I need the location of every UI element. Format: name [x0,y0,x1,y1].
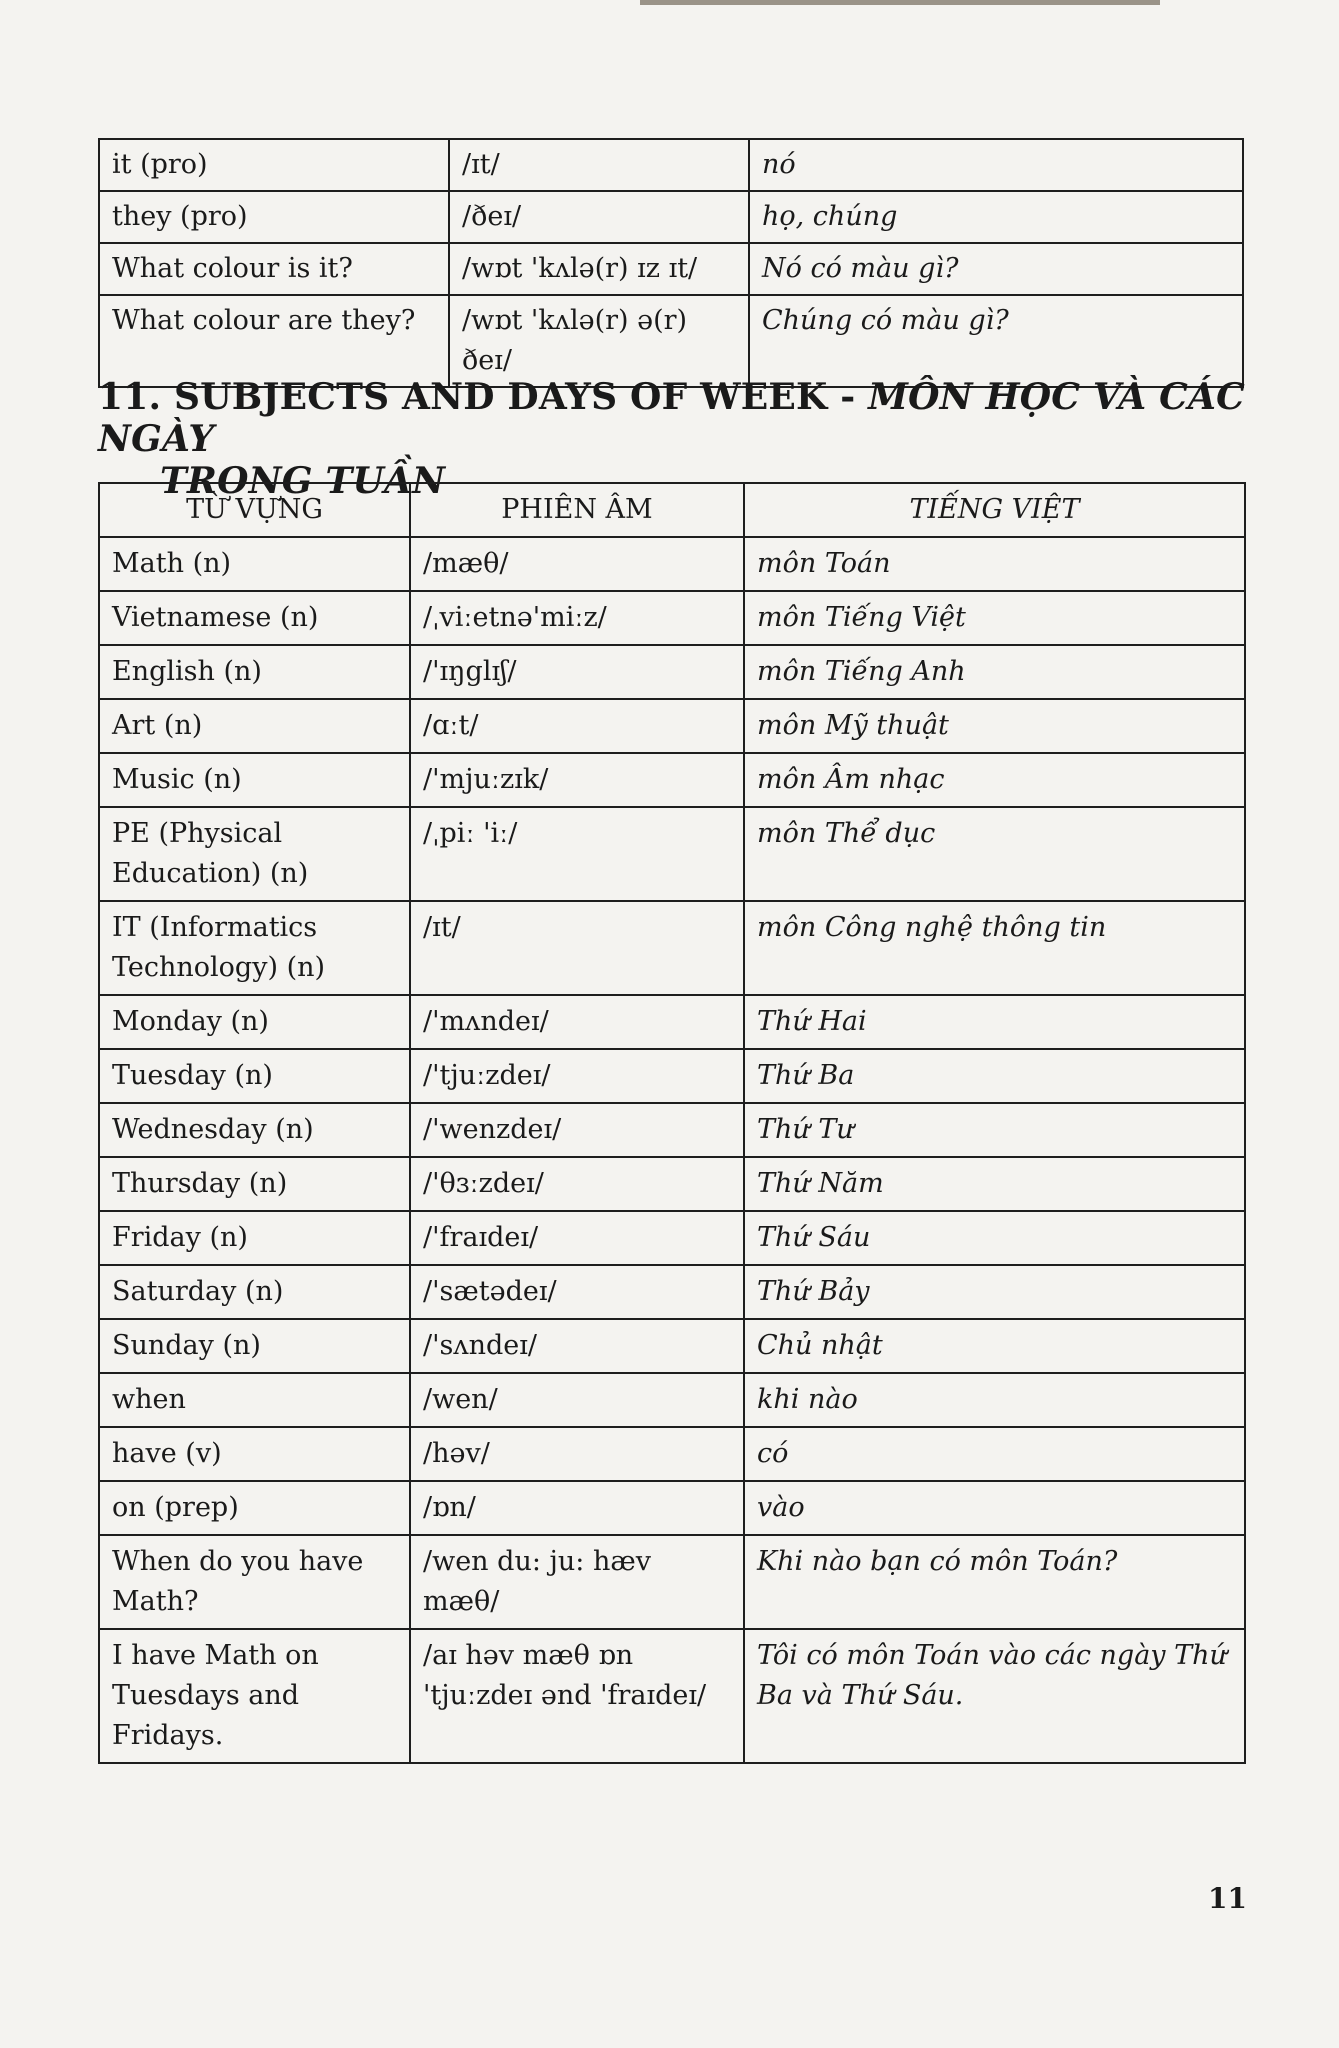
word-cell: Thursday (n) [99,1157,410,1211]
table-row [99,191,1243,243]
table-row [99,537,1245,591]
table-row [99,139,1243,191]
vocab-table-continued [98,138,1244,388]
ipa-cell: /'wenzdeɪ/ [410,1103,744,1157]
table-row [99,591,1245,645]
word-cell: on (prep) [99,1481,410,1535]
meaning-cell: môn Công nghệ thông tin [744,901,1245,995]
page-edge-shadow [640,0,1160,5]
table-row [99,753,1245,807]
table-row [99,1629,1245,1763]
header-pronunciation: PHIÊN ÂM [410,483,744,537]
meaning-cell: Thứ Tư [744,1103,1245,1157]
table-row [99,699,1245,753]
ipa-cell: /wɒt 'kʌlə(r) ɪz ɪt/ [449,243,749,295]
word-cell: Math (n) [99,537,410,591]
word-cell: Wednesday (n) [99,1103,410,1157]
ipa-cell: /'tjuːzdeɪ/ [410,1049,744,1103]
word-cell: Friday (n) [99,1211,410,1265]
word-cell: When do you have Math? [99,1535,410,1629]
meaning-cell: môn Thể dục [744,807,1245,901]
meaning-cell: môn Tiếng Việt [744,591,1245,645]
table-row [99,243,1243,295]
ipa-cell: /aɪ həv mæθ ɒn 'tjuːzdeɪ ənd 'fraɪdeɪ/ [410,1629,744,1763]
meaning-cell: Thứ Hai [744,995,1245,1049]
word-cell: Art (n) [99,699,410,753]
ipa-cell: /ˌpiː 'iː/ [410,807,744,901]
ipa-cell: /wen du: ju: hæv mæθ/ [410,1535,744,1629]
meaning-cell: khi nào [744,1373,1245,1427]
word-cell: Saturday (n) [99,1265,410,1319]
ipa-cell: /'mjuːzɪk/ [410,753,744,807]
table-row [99,901,1245,995]
ipa-cell: /'fraɪdeɪ/ [410,1211,744,1265]
table-row [99,1211,1245,1265]
section-title-vietnamese: MÔN HỌC VÀ CÁC NGÀY [98,376,1245,460]
meaning-cell: nó [749,139,1243,191]
meaning-cell: Thứ Bảy [744,1265,1245,1319]
subjects-days-vocab-table [98,482,1246,1764]
ipa-cell: /'ɪŋglɪʃ/ [410,645,744,699]
table-row [99,995,1245,1049]
word-cell: Music (n) [99,753,410,807]
table-row [99,295,1243,387]
meaning-cell: vào [744,1481,1245,1535]
ipa-cell: /'θɜːzdeɪ/ [410,1157,744,1211]
word-cell: PE (Physical Education) (n) [99,807,410,901]
table-row [99,1535,1245,1629]
word-cell: when [99,1373,410,1427]
meaning-cell: môn Âm nhạc [744,753,1245,807]
meaning-cell: Chủ nhật [744,1319,1245,1373]
word-cell: it (pro) [99,139,449,191]
table-row [99,1103,1245,1157]
ipa-cell: /'sʌndeɪ/ [410,1319,744,1373]
word-cell: Sunday (n) [99,1319,410,1373]
ipa-cell: /ɒn/ [410,1481,744,1535]
word-cell: I have Math on Tuesdays and Fridays. [99,1629,410,1763]
table-row [99,1319,1245,1373]
ipa-cell: /'sætədeɪ/ [410,1265,744,1319]
table-row [99,1157,1245,1211]
meaning-cell: môn Mỹ thuật [744,699,1245,753]
table-row [99,1265,1245,1319]
word-cell: English (n) [99,645,410,699]
meaning-cell: Thứ Sáu [744,1211,1245,1265]
table-row [99,645,1245,699]
meaning-cell: Chúng có màu gì? [749,295,1243,387]
header-vocabulary: TỪ VỰNG [99,483,410,537]
word-cell: IT (Informatics Technology) (n) [99,901,410,995]
section-title-english: SUBJECTS AND DAYS OF WEEK - [173,376,856,418]
ipa-cell: /ˌviːetnə'miːz/ [410,591,744,645]
ipa-cell: /həv/ [410,1427,744,1481]
meaning-cell: Nó có màu gì? [749,243,1243,295]
word-cell: have (v) [99,1427,410,1481]
meaning-cell: Tôi có môn Toán vào các ngày Thứ Ba và Thứ Sáu. [744,1629,1245,1763]
word-cell: they (pro) [99,191,449,243]
section-number: 11. [98,376,162,418]
section-title-vietnamese-line2: TRONG TUẦN [160,460,446,502]
table-header-row [99,483,1245,537]
ipa-cell: /'mʌndeɪ/ [410,995,744,1049]
ipa-cell: /ðeɪ/ [449,191,749,243]
ipa-cell: /wen/ [410,1373,744,1427]
word-cell: Vietnamese (n) [99,591,410,645]
meaning-cell: Thứ Năm [744,1157,1245,1211]
table-row [99,1049,1245,1103]
header-vietnamese: TIẾNG VIỆT [744,483,1245,537]
page-number: 11 [1208,1882,1247,1915]
meaning-cell: Khi nào bạn có môn Toán? [744,1535,1245,1629]
table-row [99,1373,1245,1427]
meaning-cell: có [744,1427,1245,1481]
table-row [99,807,1245,901]
word-cell: What colour is it? [99,243,449,295]
ipa-cell: /ɪt/ [449,139,749,191]
word-cell: Monday (n) [99,995,410,1049]
table-row [99,1481,1245,1535]
meaning-cell: họ, chúng [749,191,1243,243]
word-cell: What colour are they? [99,295,449,387]
table-row [99,1427,1245,1481]
word-cell: Tuesday (n) [99,1049,410,1103]
meaning-cell: môn Tiếng Anh [744,645,1245,699]
ipa-cell: /mæθ/ [410,537,744,591]
ipa-cell: /ɑːt/ [410,699,744,753]
ipa-cell: /wɒt 'kʌlə(r) ə(r) ðeɪ/ [449,295,749,387]
ipa-cell: /ɪt/ [410,901,744,995]
meaning-cell: môn Toán [744,537,1245,591]
meaning-cell: Thứ Ba [744,1049,1245,1103]
